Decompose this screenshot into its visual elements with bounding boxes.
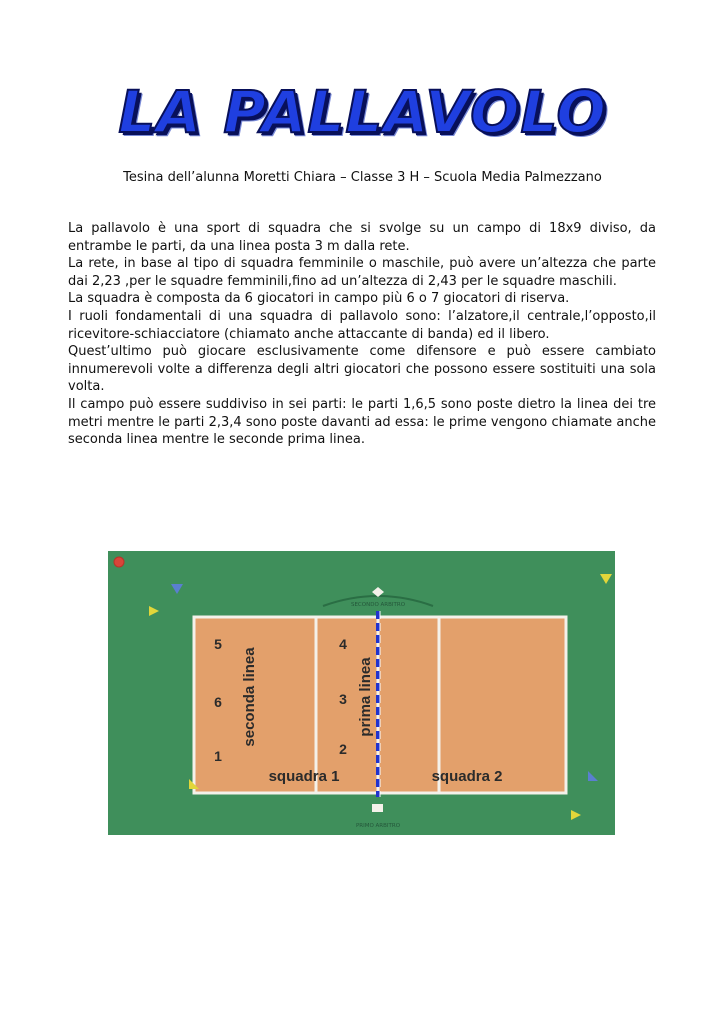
zone-3-label: 3 bbox=[339, 691, 347, 707]
paragraph-net: La rete, in base al tipo di squadra femminile o maschile, può avere un’altezza che parte dai 2,23 ,per le squadre femminili,fino ad un’altezza di 2,43 per le squadre maschili. bbox=[68, 256, 656, 289]
zone-4-label: 4 bbox=[339, 636, 347, 652]
paragraph-libero: Quest’ultimo può giocare esclusivamente come difensore e può essere cambiato innumerevoli volte a differenza degli altri giocatori che possono essere sostituiti una sola volta. bbox=[68, 344, 656, 395]
zone-5-label: 5 bbox=[214, 636, 222, 652]
document-subtitle: Tesina dell’alunna Moretti Chiara – Classe 3 H – Scuola Media Palmezzano bbox=[123, 170, 602, 185]
red-marker-icon bbox=[114, 557, 124, 567]
zone-6-label: 6 bbox=[214, 694, 222, 710]
zone-2-label: 2 bbox=[339, 741, 347, 757]
back-row-label: seconda linea bbox=[241, 647, 258, 747]
team-1-label: squadra 1 bbox=[268, 768, 340, 785]
body-text bbox=[68, 220, 656, 449]
first-referee-label: PRIMO ARBITRO bbox=[355, 823, 401, 829]
court-svg bbox=[108, 551, 615, 835]
court-half-2 bbox=[378, 617, 566, 793]
court-diagram bbox=[108, 551, 615, 835]
second-referee-label: SECONDO ARBITRO bbox=[350, 602, 406, 608]
zone-1-label: 1 bbox=[214, 748, 222, 764]
paragraph-field: La pallavolo è una sport di squadra che si svolge su un campo di 18x9 diviso, da entrambe le parti, da una linea posta 3 m dalla rete. bbox=[68, 221, 656, 254]
team-2-label: squadra 2 bbox=[431, 768, 503, 785]
paragraph-roles: I ruoli fondamentali di una squadra di pallavolo sono: l’alzatore,il centrale,l’opposto,il ricevitore-schiacciatore (chiamato anche attaccante di banda) ed il libero. bbox=[68, 308, 656, 342]
front-row-label: prima linea bbox=[357, 657, 374, 737]
paragraph-zones: Il campo può essere suddiviso in sei parti: le parti 1,6,5 sono poste dietro la linea dei tre metri mentre le parti 2,3,4 sono poste davanti ad essa: le prime vengono chiamate anche seconda linea mentre le seconde prima linea. bbox=[68, 396, 656, 448]
first-referee-icon bbox=[372, 804, 383, 812]
document-title: LA PALLAVOLO bbox=[118, 78, 607, 146]
paragraph-team: La squadra è composta da 6 giocatori in campo più 6 o 7 giocatori di riserva. bbox=[68, 291, 570, 307]
